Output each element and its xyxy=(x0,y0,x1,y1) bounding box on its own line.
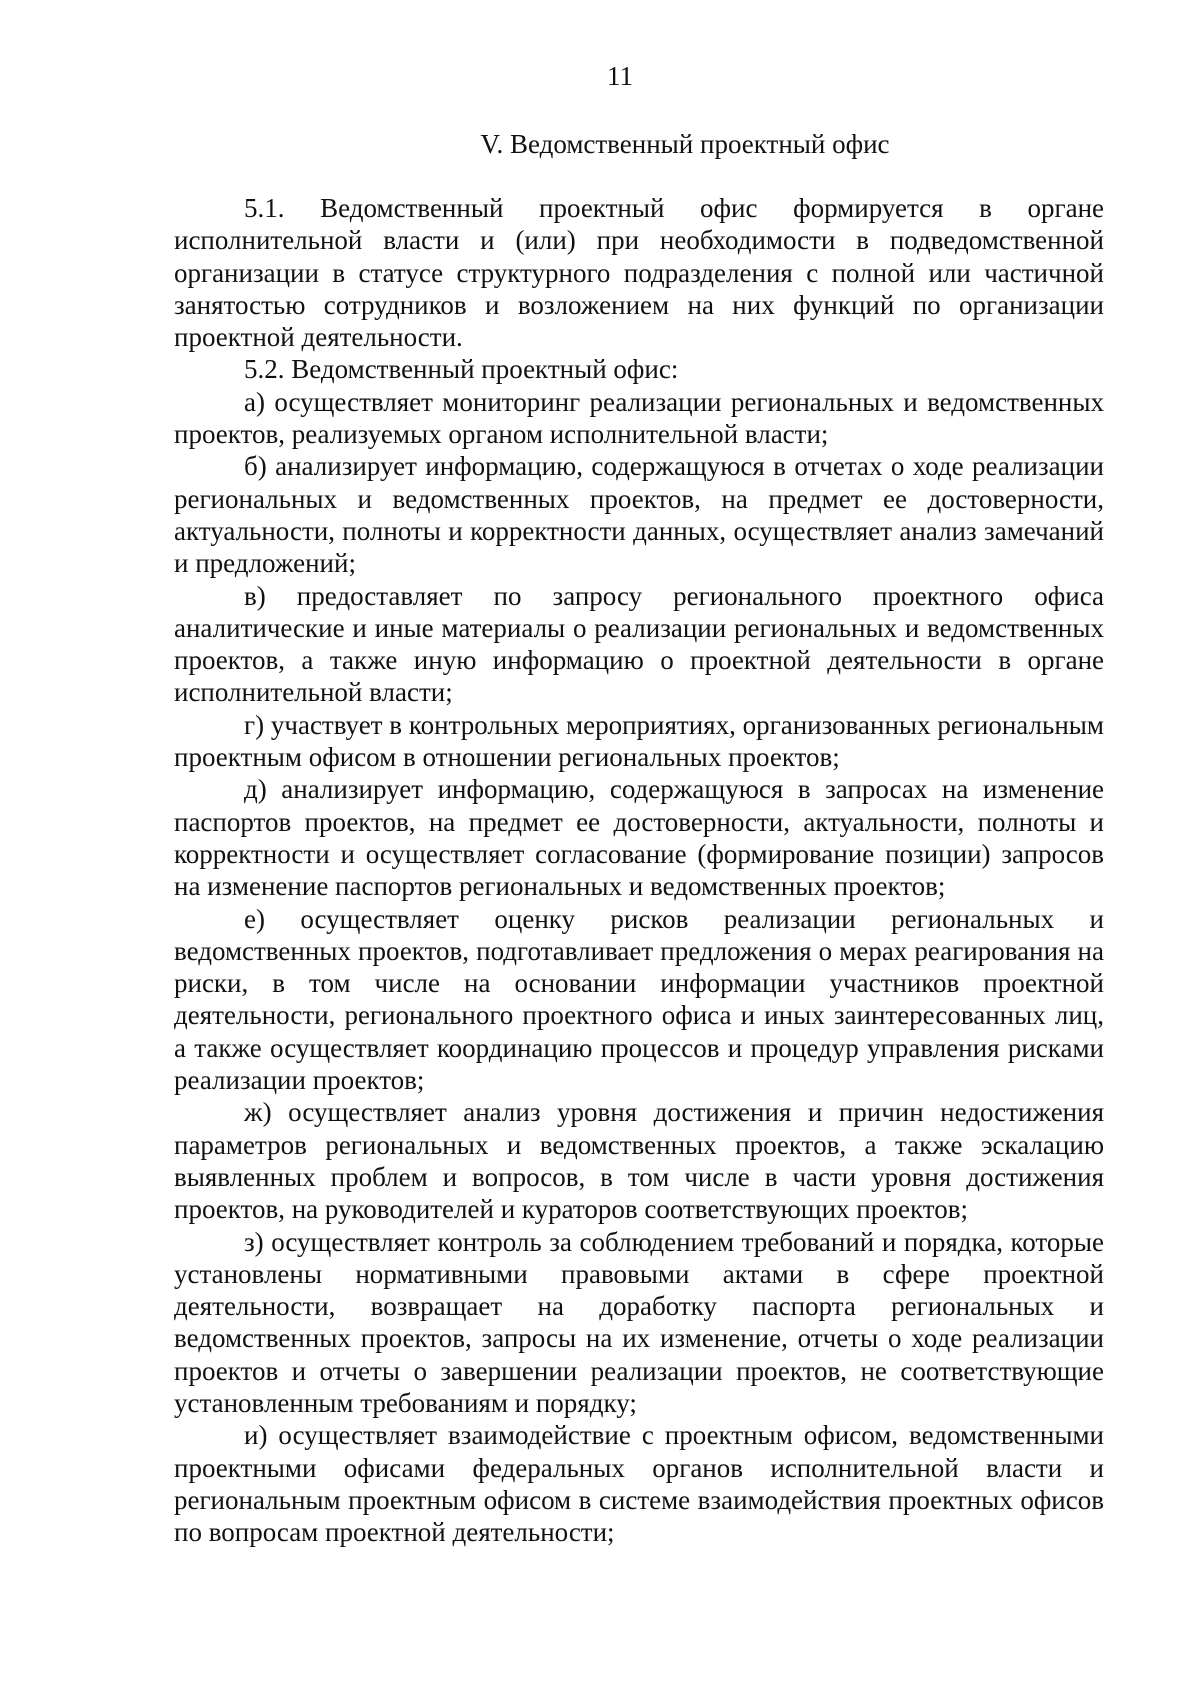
page-number: 11 xyxy=(607,61,633,91)
paragraph: 5.1. Ведомственный проектный офис формируется в органе исполнительной власти и (или) при необходимости в подведомственной организации в статусе структурного подразделения с полной или частичной занятостью сотрудников и возложением на них функций по организации проектной деятельности. xyxy=(174,193,1104,353)
section-title: V. Ведомственный проектный офис xyxy=(480,129,890,159)
paragraph: а) осуществляет мониторинг реализации региональных и ведомственных проектов, реализуемых органом исполнительной власти; xyxy=(174,386,1104,450)
paragraph: е) осуществляет оценку рисков реализации региональных и ведомственных проектов, подготавливает предложения о мерах реагирования на риски, в том числе на основании информации участников проектной деятельности, регионального проектного офиса и иных заинтересованных лиц, а также осуществляет координацию процессов и процедур управления рисками реализации проектов; xyxy=(174,903,1104,1096)
paragraph: 5.2. Ведомственный проектный офис: xyxy=(244,354,679,385)
paragraph: ж) осуществляет анализ уровня достижения и причин недостижения параметров региональных и ведомственных проектов, а также эскалацию выявленных проблем и вопросов, в том числе в части уровня достижения проектов, на руководителей и кураторов соответствующих проектов; xyxy=(174,1097,1104,1225)
paragraph: и) осуществляет взаимодействие с проектным офисом, ведомственными проектными офисами федеральных органов исполнительной власти и региональным проектным офисом в системе взаимодействия проектных офисов по вопросам проектной деятельности; xyxy=(174,1420,1104,1548)
paragraph: г) участвует в контрольных мероприятиях, организованных региональным проектным офисом в отношении региональных проектов; xyxy=(174,709,1104,773)
paragraph: з) осуществляет контроль за соблюдением требований и порядка, которые установлены нормативными правовыми актами в сфере проектной деятельности, возвращает на доработку паспорта региональных и ведомственных проектов, запросы на их изменение, отчеты о ходе реализации проектов и отчеты о завершении реализации проектов, не соответствующие установленным требованиям и порядку; xyxy=(174,1226,1104,1418)
paragraph: б) анализирует информацию, содержащуюся в отчетах о ходе реализации региональных и ведомственных проектов, на предмет ее достоверности, актуальности, полноты и корректности данных, осуществляет анализ замечаний и предложений; xyxy=(174,451,1104,579)
body-text xyxy=(174,192,1104,1548)
paragraph: в) предоставляет по запросу регионального проектного офиса аналитические и иные материалы о реализации региональных и ведомственных проектов, а также иную информацию о проектной деятельности в органе исполнительной власти; xyxy=(174,580,1104,708)
paragraph: д) анализирует информацию, содержащуюся в запросах на изменение паспортов проектов, на предмет ее достоверности, актуальности, полноты и корректности и осуществляет согласование (формирование позиции) запросов на изменение паспортов региональных и ведомственных проектов; xyxy=(174,774,1104,902)
